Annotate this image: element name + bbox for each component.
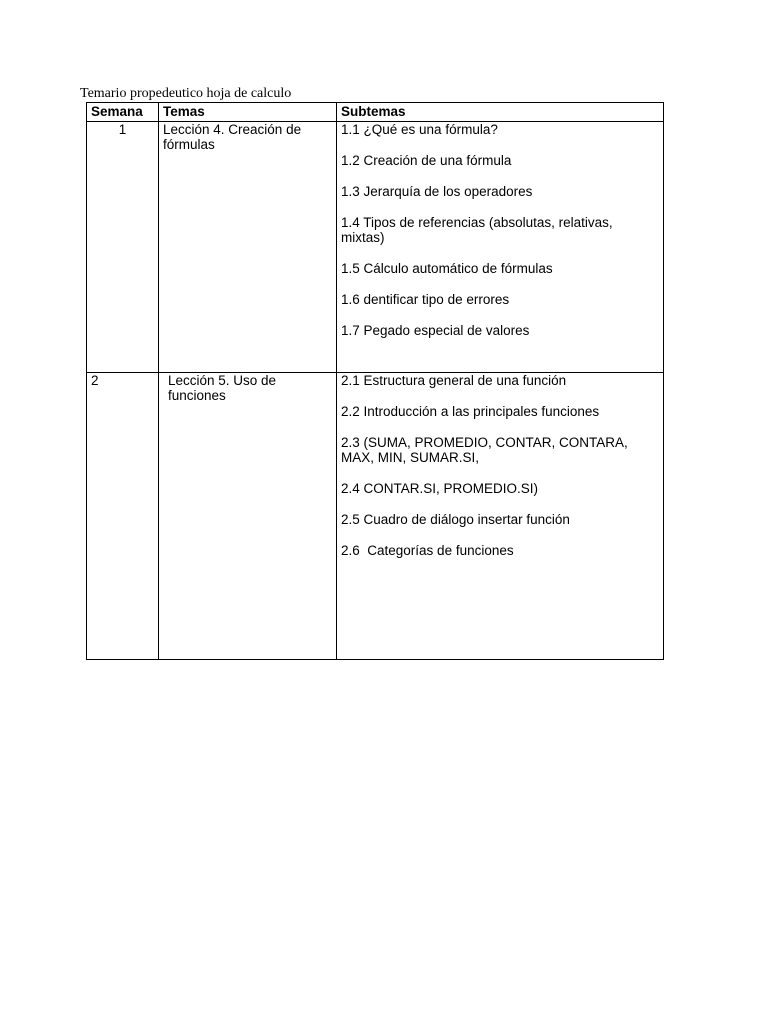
subtopic-item: 2.5 Cuadro de diálogo insertar función	[341, 512, 570, 527]
subtopics-cell	[337, 373, 664, 660]
header-week: Semana	[87, 103, 159, 122]
subtopic-item: 1.3 Jerarquía de los operadores	[341, 184, 533, 199]
subtopic-item: 1.7 Pegado especial de valores	[341, 323, 530, 338]
table-row	[87, 122, 664, 373]
table-row	[87, 373, 664, 660]
subtopic-list	[341, 122, 659, 338]
subtopic-item: 2.3 (SUMA, PROMEDIO, CONTAR, CONTARA, MAX, MIN, SUMAR.SI,	[341, 435, 632, 465]
subtopic-item: 2.1 Estructura general de una función	[341, 373, 567, 388]
week-cell: 1	[87, 122, 159, 373]
subtopic-item: 1.4 Tipos de referencias (absolutas, relativas, mixtas)	[341, 215, 617, 245]
document-title: Temario propedeutico hoja de calculo	[80, 86, 292, 101]
subtopic-item: 1.6 dentificar tipo de errores	[341, 292, 510, 307]
topic-cell: Lección 5. Uso de funciones	[159, 373, 337, 660]
syllabus-table	[86, 102, 664, 660]
table-header-row	[87, 103, 664, 122]
subtopic-list	[341, 373, 659, 558]
subtopics-cell	[337, 122, 664, 373]
header-subtopics: Subtemas	[337, 103, 664, 122]
subtopic-item: 1.1 ¿Qué es una fórmula?	[341, 122, 498, 137]
subtopic-item: 2.2 Introducción a las principales funciones	[341, 404, 600, 419]
header-topics: Temas	[159, 103, 337, 122]
subtopic-item: 1.5 Cálculo automático de fórmulas	[341, 261, 553, 276]
subtopic-item: 2.6 Categorías de funciones	[341, 543, 514, 558]
topic-cell: Lección 4. Creación de fórmulas	[159, 122, 337, 373]
subtopic-item: 1.2 Creación de una fórmula	[341, 153, 512, 168]
subtopic-item: 2.4 CONTAR.SI, PROMEDIO.SI)	[341, 481, 539, 496]
week-cell: 2	[87, 373, 159, 660]
